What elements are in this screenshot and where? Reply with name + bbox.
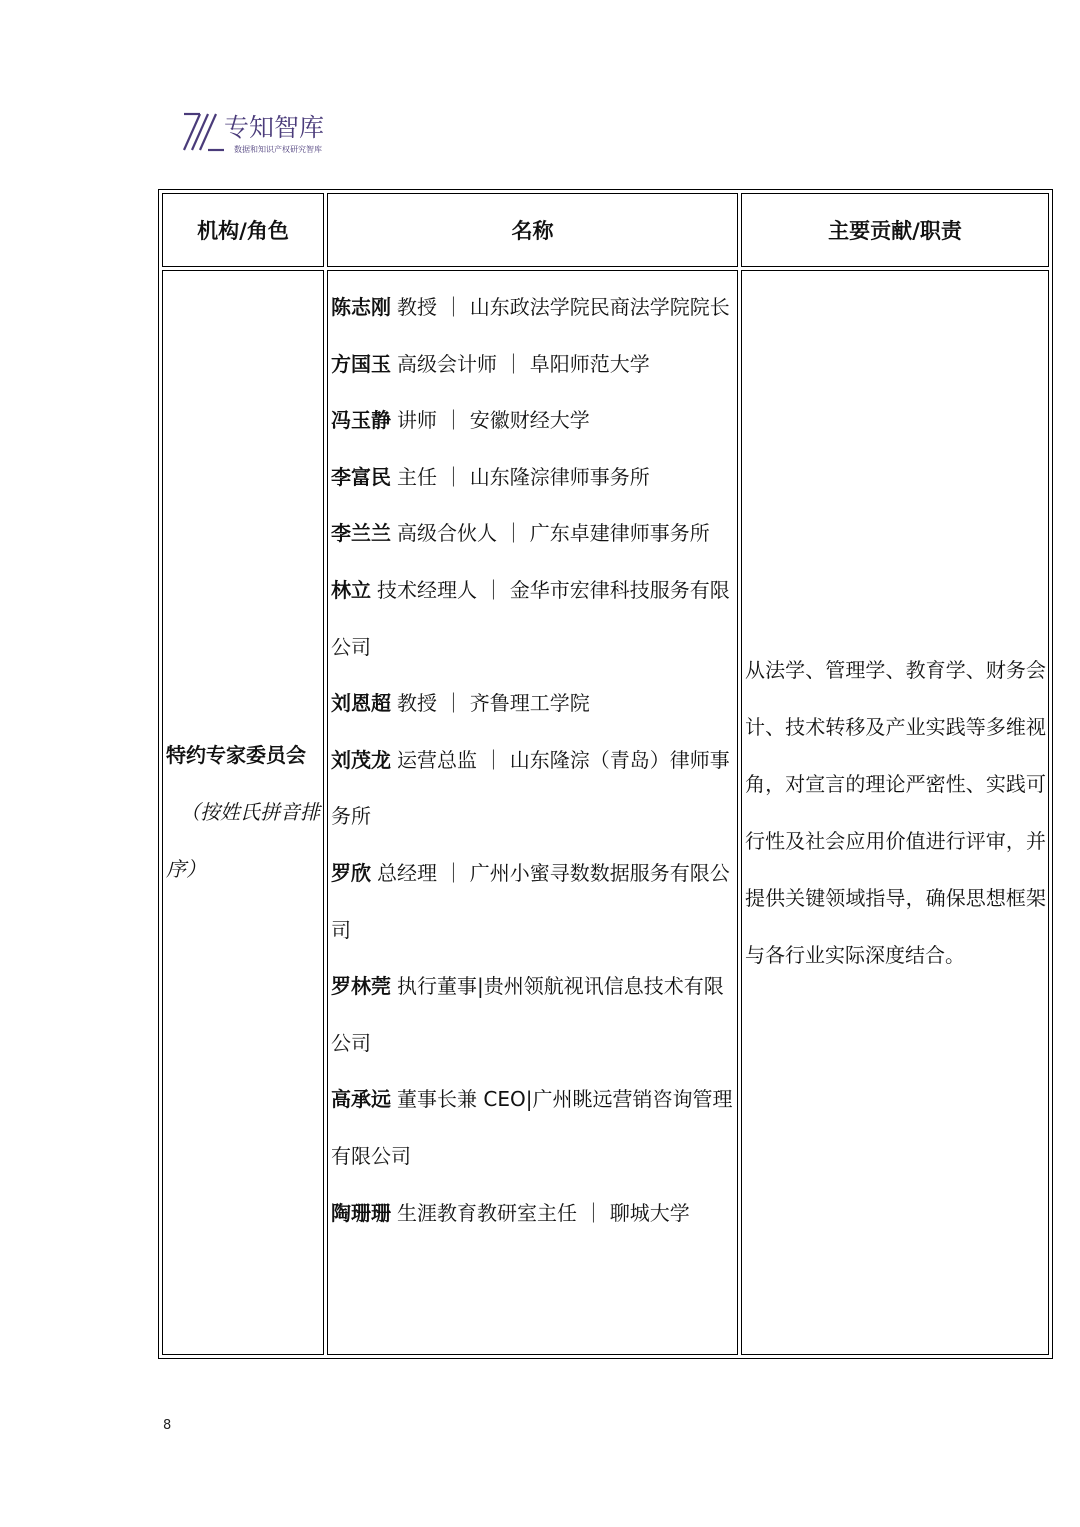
list-item [328, 336, 737, 393]
role-note: （按姓氏拼音排序） [166, 800, 320, 881]
svg-text:专知智库: 专知智库 [224, 113, 325, 142]
list-item [328, 732, 737, 845]
member-name: 李兰兰 [331, 521, 391, 546]
member-name: 罗林莞 [331, 974, 391, 999]
header-contribution: 主要贡献/职责 [741, 193, 1049, 267]
role-name: 特约专家委员会 [166, 743, 306, 767]
member-name: 冯玉静 [331, 408, 391, 433]
member-detail: 运营总监 ｜ 山东隆淙（青岛）律师事务所 [331, 747, 730, 829]
list-item [328, 505, 737, 562]
list-item [328, 392, 737, 449]
member-detail: 讲师 ｜ 安徽财经大学 [397, 408, 590, 433]
list-item [328, 449, 737, 506]
role-cell [162, 270, 324, 1355]
table-header-row [162, 193, 1049, 267]
list-item [328, 279, 737, 336]
brand-logo [178, 108, 358, 158]
header-name: 名称 [327, 193, 738, 267]
member-detail: 生涯教育教研室主任 ｜ 聊城大学 [397, 1200, 690, 1225]
member-name: 林立 [331, 577, 371, 602]
list-item [328, 562, 737, 675]
member-name: 高承远 [331, 1087, 391, 1112]
member-name: 刘茂龙 [331, 747, 391, 772]
member-detail: 总经理 ｜ 广州小蜜寻数数据服务有限公司 [331, 860, 730, 942]
list-item [328, 845, 737, 958]
page-number: 8 [163, 1418, 172, 1433]
member-detail: 高级合伙人 ｜ 广东卓建律师事务所 [397, 521, 710, 546]
member-name: 李富民 [331, 464, 391, 489]
member-name: 陶珊珊 [331, 1200, 391, 1225]
list-item [328, 958, 737, 1071]
member-detail: 教授 ｜ 齐鲁理工学院 [397, 691, 590, 716]
member-detail: 高级会计师 ｜ 阜阳师范大学 [397, 351, 650, 376]
zl-logo-icon [178, 108, 358, 158]
members-cell [327, 270, 738, 1355]
member-name: 方国玉 [331, 351, 391, 376]
member-detail: 执行董事|贵州领航视讯信息技术有限公司 [331, 974, 724, 1055]
list-item [328, 675, 737, 732]
member-name: 刘恩超 [331, 691, 391, 716]
member-detail: 董事长兼 CEO|广州眺远营销咨询管理有限公司 [331, 1087, 733, 1168]
list-item [328, 1071, 737, 1184]
member-name: 陈志刚 [331, 295, 391, 319]
table-row [162, 270, 1049, 1355]
expert-committee-table [158, 189, 1053, 1359]
list-item [328, 1185, 737, 1242]
member-detail: 教授 ｜ 山东政法学院民商法学院院长 [397, 295, 730, 319]
header-role: 机构/角色 [162, 193, 324, 267]
member-detail: 技术经理人 ｜ 金华市宏律科技服务有限公司 [331, 577, 730, 659]
member-detail: 主任 ｜ 山东隆淙律师事务所 [397, 464, 650, 489]
member-name: 罗欣 [331, 860, 371, 885]
svg-text:数据和知识产权研究智库: 数据和知识产权研究智库 [234, 145, 322, 154]
contribution-cell: 从法学、管理学、教育学、财务会计、技术转移及产业实践等多维视角，对宣言的理论严密性、实践可行性及社会应用价值进行评审，并提供关键领域指导，确保思想框架与各行业实际深度结合。 [741, 270, 1049, 1355]
